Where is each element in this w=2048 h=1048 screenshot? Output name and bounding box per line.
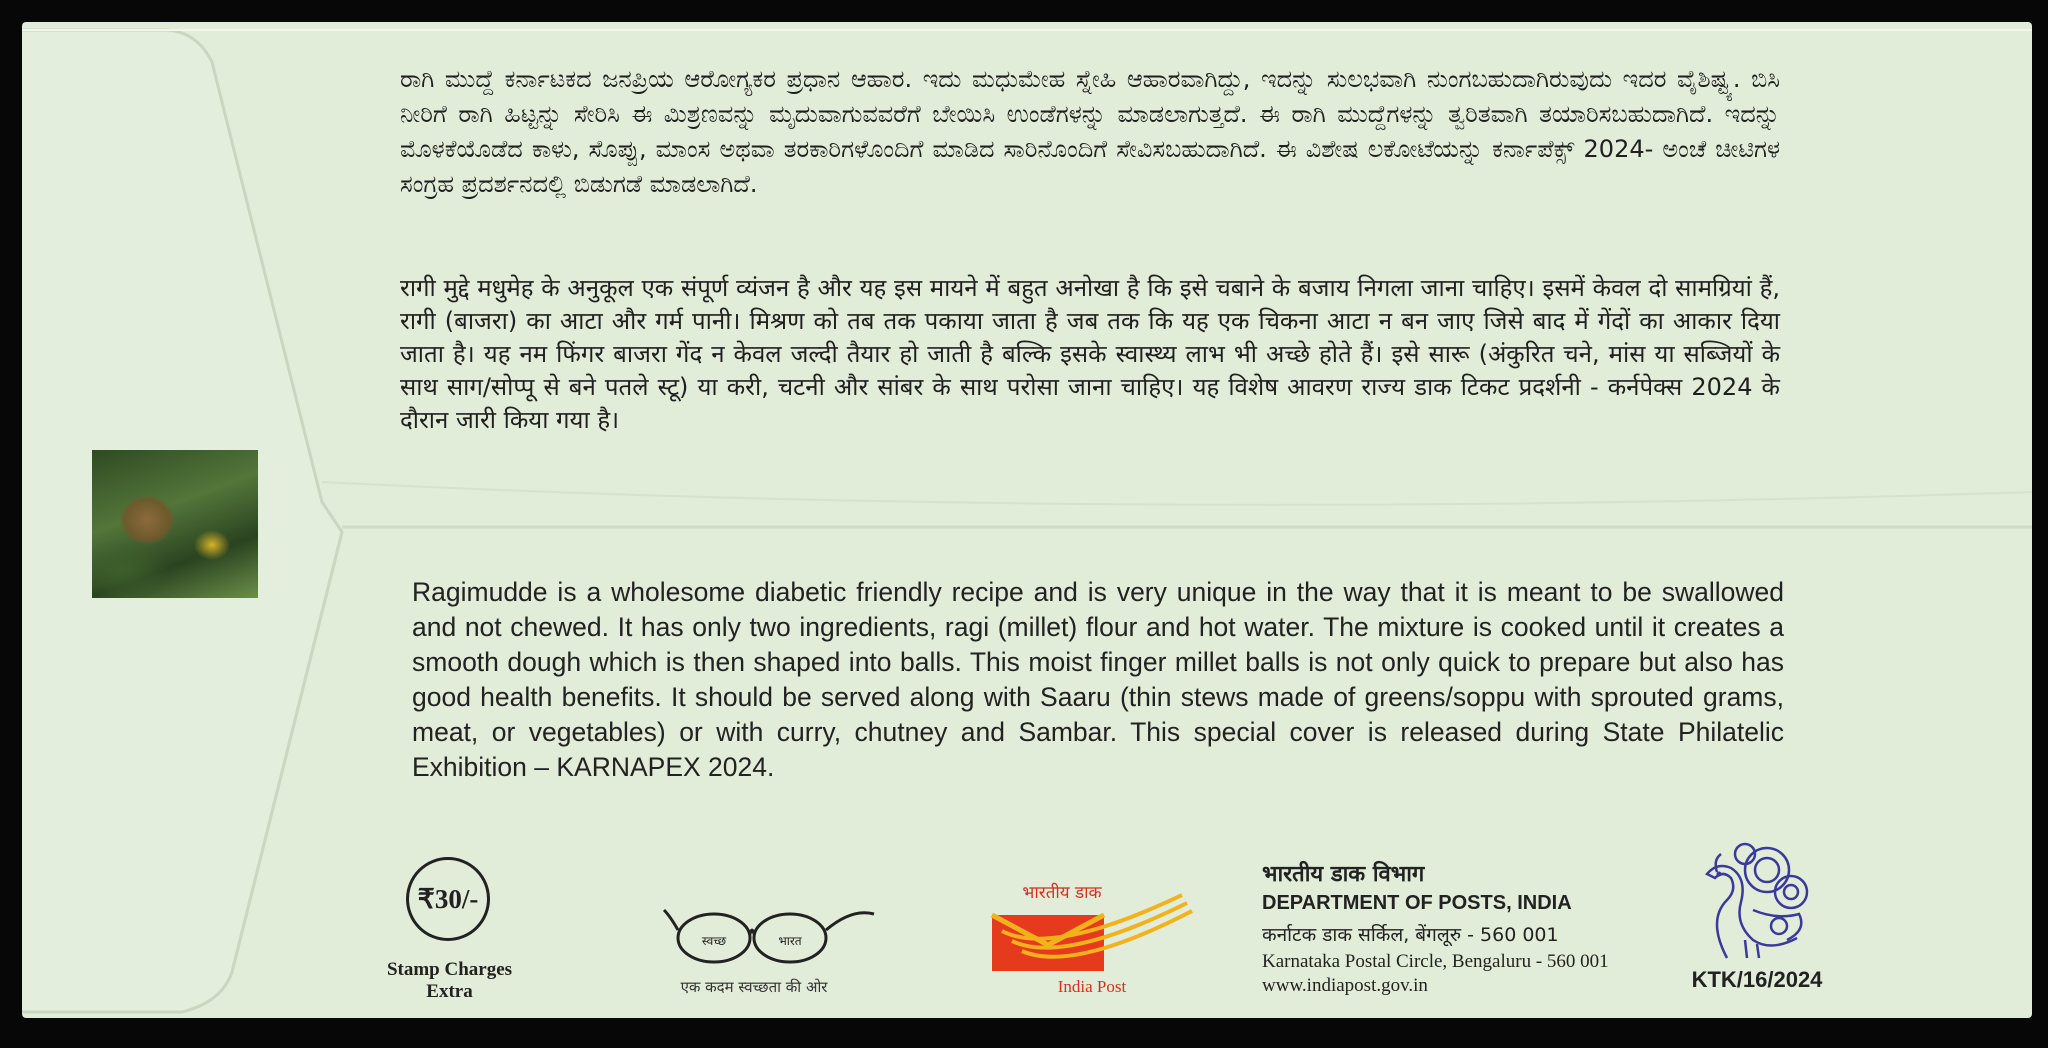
department-block xyxy=(1262,858,1609,997)
swachh-right-lens-text: भारत xyxy=(778,934,802,948)
swachh-caption: एक कदम स्वच्छता की ओर xyxy=(680,978,828,996)
swachh-left-lens-text: स्वच्छ xyxy=(701,934,727,948)
english-description: Ragimudde is a wholesome diabetic friendly recipe and is very unique in the way that it is meant to be swallowed and not chewed. It has only two ingredients, ragi (millet) flour and hot water. The mixture is cooked until it creates a smooth dough which is then shaped into balls. This moist finger millet balls is not only quick to prepare but also has good health benefits. It should be served along with Saaru (thin stews made of greens/soppu with sprouted grams, meat, or vegetables) or with curry, chutney and Sambar. This special cover is released during State Philatelic Exhibition – KARNAPEX 2024. xyxy=(412,577,1784,782)
swachh-bharat-logo xyxy=(662,890,882,975)
stamp-charges-note: Stamp Charges Extra xyxy=(386,959,513,1002)
department-english-name: DEPARTMENT OF POSTS, INDIA xyxy=(1262,892,1572,914)
price-badge xyxy=(406,857,490,941)
india-post-hindi-label: भारतीय डाक xyxy=(1022,883,1102,903)
envelope-back xyxy=(22,22,2032,1018)
swachh-bharat-spectacles-icon xyxy=(662,890,882,970)
department-hindi-name: भारतीय डाक विभाग xyxy=(1262,862,1425,887)
peacock-emblem xyxy=(1687,840,1817,970)
peacock-emblem-icon xyxy=(1687,840,1817,965)
department-website: www.indiapost.gov.in xyxy=(1262,975,1428,996)
india-post-logo-icon xyxy=(982,887,1202,977)
department-english-address: Karnataka Postal Circle, Bengaluru - 560 001 xyxy=(1262,951,1609,972)
price-value: ₹30/- xyxy=(417,883,479,914)
india-post-logo xyxy=(982,887,1202,982)
department-hindi-address: कर्नाटक डाक सर्किल, बेंगलूरु - 560 001 xyxy=(1262,924,1559,946)
ragi-plant-photo xyxy=(92,450,258,598)
hindi-description: रागी मुद्दे मधुमेह के अनुकूल एक संपूर्ण व्यंजन है और यह इस मायने में बहुत अनोखा है कि इसे चबाने के बजाय निगला जाना चाहिए। इसमें केवल दो सामग्रियां हैं, रागी (बाजरा) का आटा और गर्म पानी। मिश्रण को तब तक पकाया जाता है जब तक कि यह एक चिकना आटा न बन जाए जिसे बाद में गेंदों का आकार दिया जाता है। यह नम फिंगर बाजरा गेंद न केवल जल्दी तैयार हो जाती है बल्कि इसके स्वास्थ्य लाभ भी अच्छे होते हैं। इसे सारू (अंकुरित चने, मांस या सब्जियों के साथ साग/सोप्पू से बने पतले स्टू) या करी, चटनी और सांबर के साथ परोसा जाना चाहिए। यह विशेष आवरण राज्य डाक टिकट प्रदर्शनी - कर्नपेक्स 2024 के दौरान जारी किया गया है। xyxy=(400,274,1780,434)
reference-code: KTK/16/2024 xyxy=(1691,967,1823,992)
kannada-description: ರಾಗಿ ಮುದ್ದೆ ಕರ್ನಾಟಕದ ಜನಪ್ರಿಯ ಆರೋಗ್ಯಕರ ಪ್ರಧಾನ ಆಹಾರ. ಇದು ಮಧುಮೇಹ ಸ್ನೇಹಿ ಆಹಾರವಾಗಿದ್ದು, ಇದನ್ನು ಸುಲಭವಾಗಿ ನುಂಗಬಹುದಾಗಿರುವುದು ಇದರ ವೈಶಿಷ್ಟ್ಯ. ಬಿಸಿ ನೀರಿಗೆ ರಾಗಿ ಹಿಟ್ಟನ್ನು ಸೇರಿಸಿ ಈ ಮಿಶ್ರಣವನ್ನು ಮೃದುವಾಗುವವರೆಗೆ ಬೇಯಿಸಿ ಉಂಡೆಗಳನ್ನು ಮಾಡಲಾಗುತ್ತದೆ. ಈ ರಾಗಿ ಮುದ್ದೆಗಳನ್ನು ತ್ವರಿತವಾಗಿ ತಯಾರಿಸಬಹುದಾಗಿದೆ. ಇದನ್ನು ಮೊಳಕೆಯೊಡೆದ ಕಾಳು, ಸೊಪ್ಪು, ಮಾಂಸ ಅಥವಾ ತರಕಾರಿಗಳೊಂದಿಗೆ ಮಾಡಿದ ಸಾರಿನೊಂದಿಗೆ ಸೇವಿಸಬಹುದಾಗಿದೆ. ಈ ವಿಶೇಷ ಲಕೋಟೆಯನ್ನು ಕರ್ನಾಪೆಕ್ಸ್ 2024- ಅಂಚೆ ಚೀಟಿಗಳ ಸಂಗ್ರಹ ಪ್ರದರ್ಶನದಲ್ಲಿ ಬಿಡುಗಡೆ ಮಾಡಲಾಗಿದೆ. xyxy=(400,65,1780,198)
india-post-caption: India Post xyxy=(1057,977,1127,996)
